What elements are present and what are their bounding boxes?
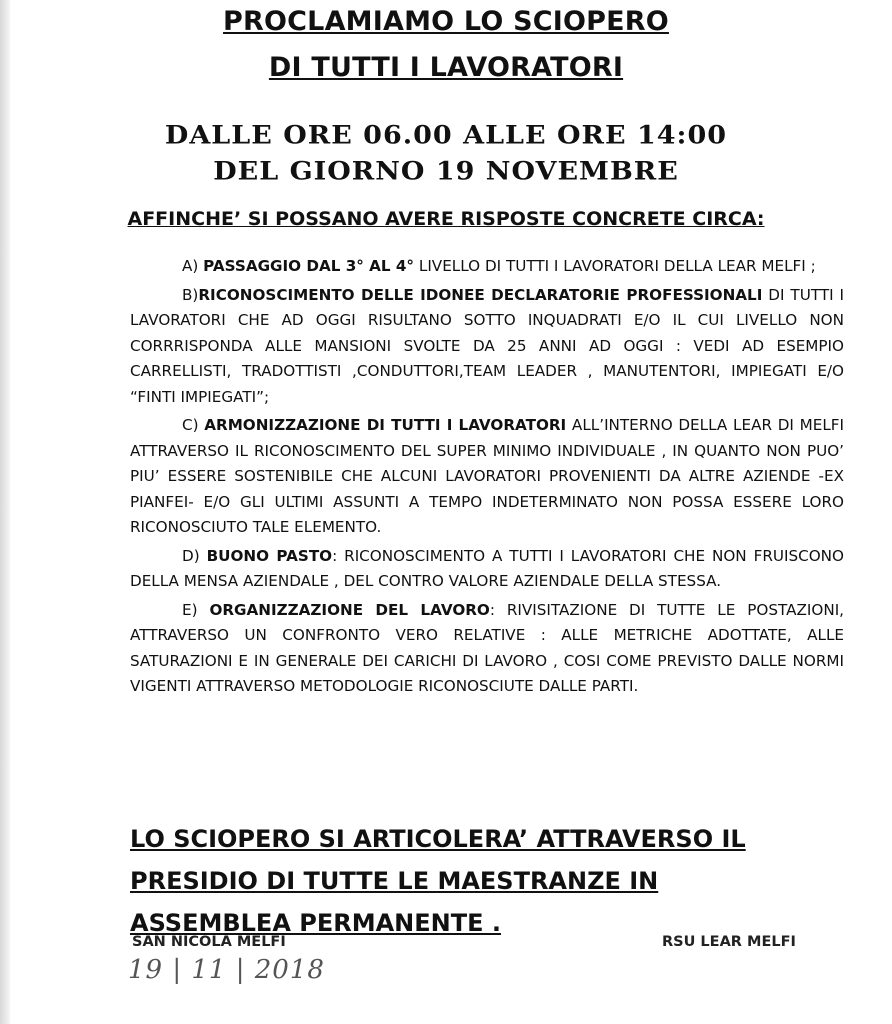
page-edge-shadow — [0, 0, 10, 1024]
title-line-1: PROCLAMIAMO LO SCIOPERO — [223, 6, 669, 37]
item-letter: D) — [182, 546, 200, 565]
handwritten-date: 19 | 11 | 2018 — [128, 955, 325, 985]
demand-item-e — [130, 598, 844, 700]
item-heading: ARMONIZZAZIONE DI TUTTI I LAVORATORI — [204, 416, 567, 434]
strike-time-line: DALLE ORE 06.00 ALLE ORE 14:00 — [164, 120, 728, 151]
closing-statement — [130, 818, 850, 944]
item-heading: RICONOSCIMENTO DELLE IDONEE DECLARATORIE PROFESSIONALI — [198, 285, 763, 304]
item-letter: C) — [182, 416, 199, 434]
demand-item-d — [130, 544, 844, 595]
signature-label: RSU LEAR MELFI — [662, 934, 796, 950]
item-text: LIVELLO DI TUTTI I LAVORATORI DELLA LEAR MELFI ; — [414, 257, 816, 275]
closing-line-1: LO SCIOPERO SI ARTICOLERA’ ATTRAVERSO IL — [130, 825, 746, 853]
closing-line-2: PRESIDIO DI TUTTE LE MAESTRANZE IN — [130, 867, 659, 895]
demand-item-b — [130, 283, 844, 411]
item-text: : RIVISITAZIONE DI TUTTE LE POSTAZIONI, ATTRAVERSO UN CONFRONTO VERO RELATIVE : ALLE METRICHE ADOTTATE, ALLE SATURAZIONI E IN GENERALE DEI CARICHI DI LAVORO , COSI COME PREVISTO DALLE NORMI VIGENTI ATTRAVERSO METODOLOGIE RICONOSCIUTE DALLE PARTI. — [130, 600, 845, 695]
title-line-2: DI TUTTI I LAVORATORI — [268, 52, 624, 83]
item-letter: A) — [182, 257, 199, 275]
item-letter: B) — [182, 285, 199, 304]
item-heading: PASSAGGIO DAL 3° AL 4° — [203, 257, 415, 275]
item-text: DI TUTTI I LAVORATORI CHE AD OGGI RISULTANO SOTTO INQUADRATI E/O IL CUI LIVELLO NON CORRRISPONDA ALLE MANSIONI SVOLTE DA 25 ANNI AD OGGI : VEDI AD ESEMPIO CARRELLISTI, TRADOTTISTI ,CONDUTTORI,TEAM LEADER , MANUTENTORI, IMPIEGATI E/O “FINTI IMPIEGATI”; — [130, 285, 844, 406]
demand-item-a — [130, 254, 844, 280]
item-text: : RICONOSCIMENTO A TUTTI I LAVORATORI CHE NON FRUISCONO DELLA MENSA AZIENDALE , DEL CONTRO VALORE AZIENDALE DELLA STESSA. — [130, 546, 844, 590]
item-heading: BUONO PASTO — [206, 546, 333, 565]
item-heading: ORGANIZZAZIONE DEL LAVORO — [209, 600, 490, 619]
closing-line-3: ASSEMBLEA PERMANENTE . — [130, 909, 501, 937]
demands-list — [130, 254, 844, 703]
item-letter: E) — [182, 600, 198, 619]
demand-item-c — [130, 413, 844, 541]
item-text: ALL’INTERNO DELLA LEAR DI MELFI ATTRAVERSO IL RICONOSCIMENTO DEL SUPER MINIMO INDIVIDUALE , IN QUANTO NON PUO’ PIU’ ESSERE SOSTENIBILE CHE ALCUNI LAVORATORI PROVENIENTI DA ALTRE AZIENDE -EX PIANFEI- E/O GLI ULTIMI ASSUNTI A TEMPO INDETERMINATO NON POSSA ESSERE LORO RICONOSCIUTO TALE ELEMENTO. — [130, 416, 844, 536]
place-label: SAN NICOLA MELFI — [132, 934, 286, 950]
strike-date-line: DEL GIORNO 19 NOVEMBRE — [213, 156, 679, 187]
demands-intro: AFFINCHE’ SI POSSANO AVERE RISPOSTE CONCRETE CIRCA: — [127, 208, 765, 230]
